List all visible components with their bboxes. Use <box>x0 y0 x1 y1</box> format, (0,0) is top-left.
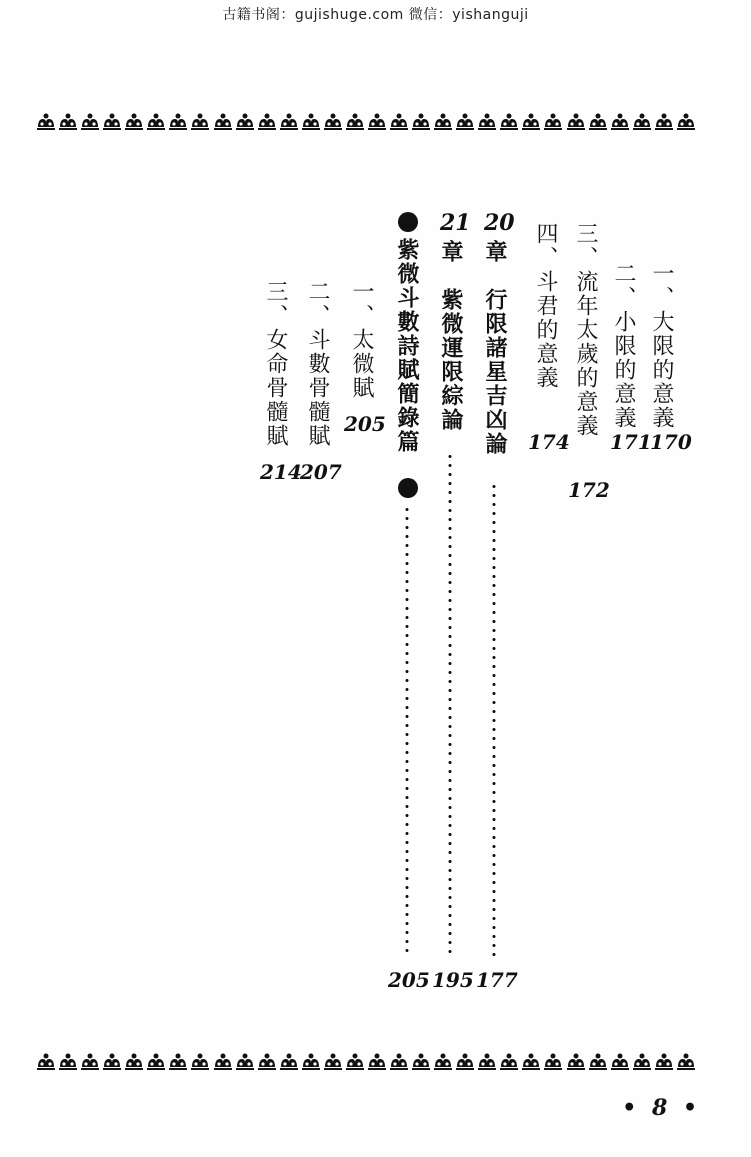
ornament-icon <box>411 1051 431 1071</box>
section-title: 紫微斗數詩賦簡錄篇 <box>394 238 420 454</box>
toc-item-3-page: 172 <box>568 478 610 502</box>
chapter-20-title: 章 行限諸星吉凶論 <box>482 240 508 456</box>
ornament-icon <box>499 111 519 131</box>
section-bullet-top <box>398 212 418 232</box>
ornament-icon <box>632 1051 652 1071</box>
ornament-icon <box>566 111 586 131</box>
toc-item-3: 三、流年太歲的意義 <box>573 222 598 438</box>
ornament-icon <box>235 111 255 131</box>
ornament-icon <box>279 111 299 131</box>
toc-item-2: 二、小限的意義 <box>611 262 636 430</box>
ornament-icon <box>610 1051 630 1071</box>
ornament-icon <box>36 111 56 131</box>
ornament-icon <box>632 111 652 131</box>
ornament-icon <box>345 1051 365 1071</box>
section-bullet-bottom <box>398 478 418 498</box>
ornament-icon <box>411 111 431 131</box>
chapter-21-page: 195 <box>432 968 474 992</box>
chapter-21-title: 章 紫微運限綜論 <box>438 240 464 432</box>
ornament-icon <box>80 1051 100 1071</box>
ornament-icon <box>588 111 608 131</box>
ornament-icon <box>58 111 78 131</box>
chapter-20-leader <box>492 482 496 957</box>
ornamental-border-top <box>36 110 696 132</box>
ornament-icon <box>610 111 630 131</box>
toc-item-7: 三、女命骨髓賦 <box>263 280 288 448</box>
ornament-icon <box>146 111 166 131</box>
ornament-icon <box>654 111 674 131</box>
ornament-icon <box>367 1051 387 1071</box>
ornament-icon <box>190 1051 210 1071</box>
ornament-icon <box>367 111 387 131</box>
toc-item-5-page: 205 <box>344 412 386 436</box>
ornament-icon <box>521 111 541 131</box>
ornament-icon <box>323 1051 343 1071</box>
ornament-icon <box>168 111 188 131</box>
ornament-icon <box>102 111 122 131</box>
ornament-icon <box>36 1051 56 1071</box>
ornament-icon <box>102 1051 122 1071</box>
ornament-icon <box>543 1051 563 1071</box>
ornament-icon <box>499 1051 519 1071</box>
site-watermark-header: 古籍书阁：gujishuge.com 微信：yishanguji <box>222 7 529 23</box>
ornament-icon <box>124 111 144 131</box>
ornament-icon <box>146 1051 166 1071</box>
ornament-icon <box>477 1051 497 1071</box>
ornament-icon <box>566 1051 586 1071</box>
ornament-icon <box>676 1051 696 1071</box>
ornament-icon <box>654 1051 674 1071</box>
ornament-icon <box>190 111 210 131</box>
ornament-icon <box>433 111 453 131</box>
ornament-icon <box>124 1051 144 1071</box>
ornament-icon <box>323 111 343 131</box>
ornament-icon <box>168 1051 188 1071</box>
ornament-icon <box>521 1051 541 1071</box>
toc-item-5: 一、太微賦 <box>349 280 374 400</box>
toc-item-6-page: 207 <box>300 460 342 484</box>
toc-item-4-page: 174 <box>528 430 570 454</box>
page-number: • 8 • <box>622 1095 701 1121</box>
toc-item-7-page: 214 <box>260 460 302 484</box>
ornament-icon <box>588 1051 608 1071</box>
toc-item-2-page: 171 <box>610 430 652 454</box>
ornament-icon <box>58 1051 78 1071</box>
ornament-icon <box>433 1051 453 1071</box>
ornament-icon <box>389 1051 409 1071</box>
ornament-icon <box>257 1051 277 1071</box>
toc-item-6: 二、斗數骨髓賦 <box>305 280 330 448</box>
ornament-icon <box>389 111 409 131</box>
section-page: 205 <box>388 968 430 992</box>
ornament-icon <box>257 111 277 131</box>
chapter-21-number: 21 <box>440 210 471 236</box>
chapter-20-number: 20 <box>484 210 515 236</box>
chapter-21-leader <box>448 452 452 957</box>
ornament-icon <box>345 111 365 131</box>
ornament-icon <box>543 111 563 131</box>
chapter-20-page: 177 <box>476 968 518 992</box>
ornament-icon <box>455 111 475 131</box>
ornamental-border-bottom <box>36 1050 696 1072</box>
ornament-icon <box>301 1051 321 1071</box>
ornament-icon <box>213 1051 233 1071</box>
ornament-icon <box>235 1051 255 1071</box>
ornament-icon <box>213 111 233 131</box>
toc-item-4: 四、斗君的意義 <box>533 222 558 390</box>
section-leader <box>405 505 409 957</box>
toc-item-1: 一、大限的意義 <box>649 262 674 430</box>
ornament-icon <box>80 111 100 131</box>
ornament-icon <box>279 1051 299 1071</box>
ornament-icon <box>477 111 497 131</box>
ornament-icon <box>676 111 696 131</box>
ornament-icon <box>455 1051 475 1071</box>
toc-item-1-page: 170 <box>650 430 692 454</box>
ornament-icon <box>301 111 321 131</box>
